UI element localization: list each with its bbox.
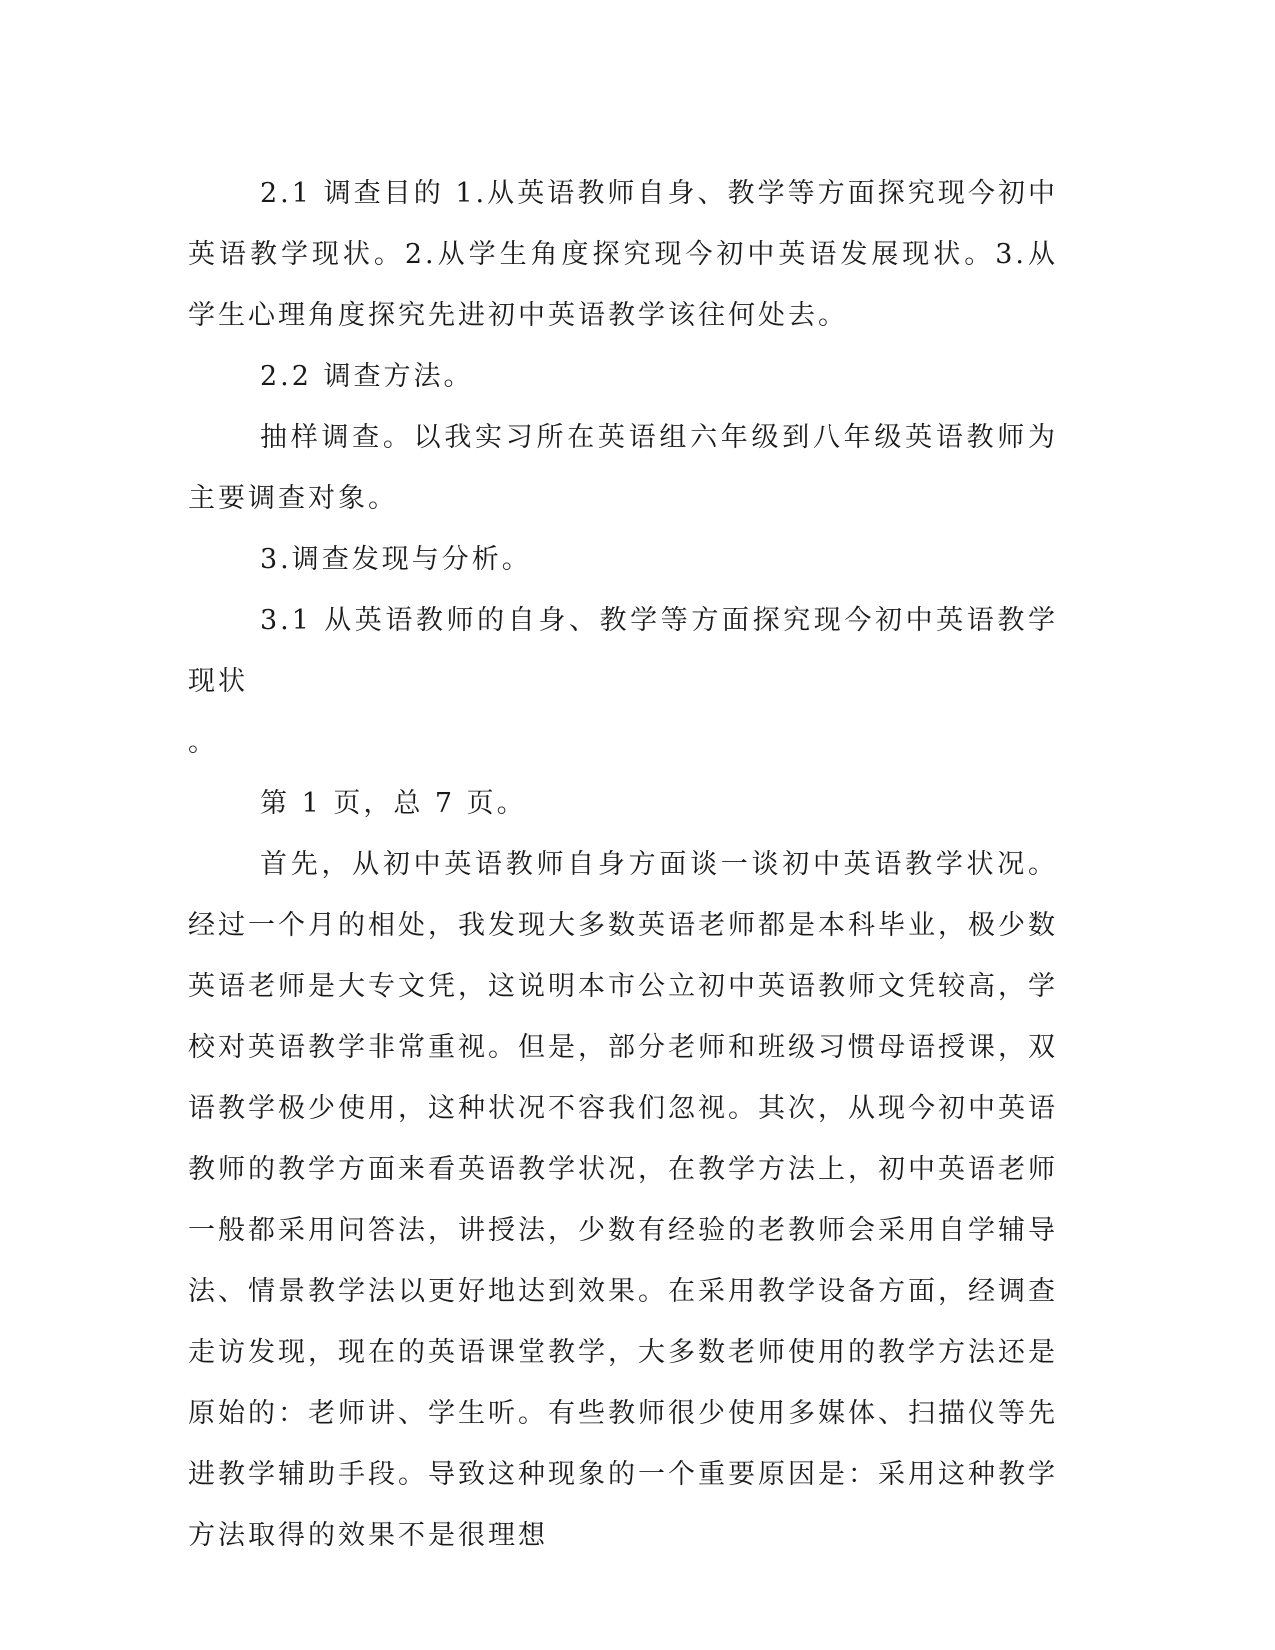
paragraph-survey-purpose: 2.1 调查目的 1.从英语教师自身、教学等方面探究现今初中英语教学现状。2.从学生角度探究现今初中英语发展现状。3.从学生心理角度探究先进初中英语教学该往何处去。 [188,178,1058,331]
document-body [188,163,1058,1566]
paragraph-survey-method-heading: 2.2 调查方法。 [260,361,474,392]
paragraph-findings-heading: 3.调查发现与分析。 [260,544,532,575]
page-number-line: 第 1 页，总 7 页。 [260,788,527,819]
paragraph-sampling: 抽样调查。以我实习所在英语组六年级到八年级英语教师为主要调查对象。 [188,422,1058,514]
paragraph-section-3-1-tail: 。 [188,727,218,758]
paragraph-teacher-analysis: 首先，从初中英语教师自身方面谈一谈初中英语教学状况。经过一个月的相处，我发现大多数英语老师都是本科毕业，极少数英语老师是大专文凭，这说明本市公立初中英语教师文凭较高，学校对英语教学非常重视。但是，部分老师和班级习惯母语授课，双语教学极少使用，这种状况不容我们忽视。其次，从现今初中英语教师的教学方面来看英语教学状况，在教学方法上，初中英语老师一般都采用问答法，讲授法，少数有经验的老教师会采用自学辅导法、情景教学法以更好地达到效果。在采用教学设备方面，经调查走访发现，现在的英语课堂教学，大多数老师使用的教学方法还是原始的：老师讲、学生听。有些教师很少使用多媒体、扫描仪等先进教学辅助手段。导致这种现象的一个重要原因是：采用这种教学方法取得的效果不是很理想 [188,849,1058,1551]
paragraph-section-3-1: 3.1 从英语教师的自身、教学等方面探究现今初中英语教学现状 [188,605,1058,697]
